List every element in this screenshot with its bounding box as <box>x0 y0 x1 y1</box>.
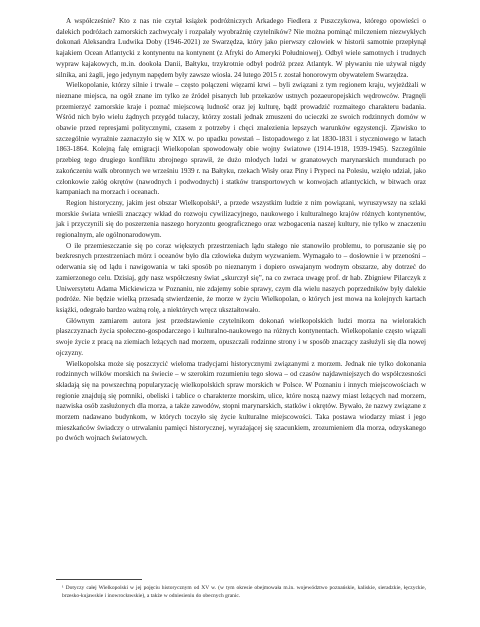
footnotes <box>56 579 426 601</box>
footnote: ¹ Dotyczy całej Wielkopolski w jej pojęciu historycznym od XV w. (w tym okresie obejmowała m.in. województwo poznańskie, kaliskie, sieradzkie, łęczyckie, brzesko-kujawskie i inowrocławskie), a także w odniesieniu do obecnych granic. <box>62 585 426 599</box>
main-text <box>56 16 426 444</box>
paragraph: O ile przemieszczanie się po coraz większych przestrzeniach lądu stałego nie stanowiło problemu, to poruszanie się po bezkresnych przestrzeniach mórz i oceanów było dla człowieka dużym wyzwaniem. Wymagało to – dosłownie i w przenośni – oderwania się od lądu i nawigowania w taki sposób po nieznanym i dopiero oswajanym wodnym obszarze, aby dotrzeć do zamierzonego celu. Dzisiaj, gdy nasz współczesny świat „skurczył się”, na co zwraca uwagę prof. dr hab. Zbigniew Pilarczyk z Uniwersytetu Adama Mickiewicza w Poznaniu, nie zdajemy sobie sprawy, czym dla wielu naszych poprzedników były dalekie podróże. Nie będzie wielką przesadą stwierdzenie, że morze w życiu Wielkopolan, o których jest mowa na kolejnych kartach książki, odegrało bardzo ważną rolę, a niektórych wręcz ukształtowało. <box>56 241 426 314</box>
paragraph: Głównym zamiarem autora jest przedstawienie czytelnikom dokonań wielkopolskich ludzi morza na wielorakich płaszczyznach życia społeczno-gospodarczego i kulturalno-naukowego na różnych kontynentach. Wielkopolanie często wiązali swoje życie z pracą na ziemiach leżących nad morzem, opuszczali rodzinne strony i w sposób znaczący zasłużyli się dla nowej ojczyzny. <box>56 316 426 357</box>
paragraph: Region historyczny, jakim jest obszar Wielkopolski¹, a przede wszystkim ludzie z nim powiązani, wyruszywszy na szlaki morskie świata wnieśli znaczący wkład do rozwoju cywilizacyjnego, naukowego i kulturalnego krajów różnych kontynentów, jak i przyczynili się do poszerzenia naszego horyzontu geograficznego oraz wzbogacenia naszej kultury, nie tylko w znaczeniu regionalnym, ale ogólnonarodowym. <box>56 198 426 240</box>
paragraph: Wielkopolanie, którzy silnie i trwale – często połączeni więzami krwi – byli związani z tym regionem kraju, wyjeżdżali w nieznane miejsca, na ogół znane im tylko ze źródeł pisanych lub przekazów ustnych pozaeuropejskich wędrowców. Pragnęli przemierzyć zamorskie kraje i poznać miejscową ludność oraz jej kulturę, bądź prowadzić rozmaitego charakteru badania. Wśród nich było wielu żądnych przygód tułaczy, którzy zostali jednak zmuszeni do ucieczki ze swoich rodzinnych domów w obawie przed represjami politycznymi, czasem z potrzeby i chęci znalezienia lepszych warunków egzystencji. Zjawisko to szczególnie wyraźnie zaznaczyło się w XIX w. po upadku powstań – listopadowego z lat 1830-1831 i styczniowego w latach 1863-1864. Kolejną falę emigracji Wielkopolan spowodowały obie wojny światowe (1914-1918, 1939-1945). Szczególnie przebieg tego drugiego konfliktu zbrojnego sprawił, że dużo młodych ludzi w granatowych marynarskich mundurach po zakończeniu walk obronnych we wrześniu 1939 r. na Bałtyku, rzekach Wisły oraz Piny i Prypeci na Polesiu, wzięło udział, jako członkowie załóg okrętów (nawodnych i podwodnych) i statków transportowych w konwojach atlantyckich, w bitwach oraz kampaniach na morzach i oceanach. <box>56 81 426 197</box>
paragraph: A współcześnie? Kto z nas nie czytał książek podróżniczych Arkadego Fiedlera z Puszczykowa, którego opowieści o dalekich podróżach zamorskich zachwycały i rozpalały wyobraźnię czytelników? Nie można pominąć milczeniem niezwykłych dokonań Aleksandra Ludwika Doby (1946-2021) ze Swarzędza, który jako pierwszy człowiek w historii samotnie przepłynął kajakiem Ocean Atlantycki z kontynentu na kontynent (z Afryki do Ameryki Południowej). Odbył wiele samotnych i trudnych wypraw kajakowych, m.in. dookoła Danii, Bałtyku, trzykrotnie odbył podróż przez Atlantyk. W pływaniu nie używał nigdy silnika, ani żagli, jego jedynym napędem były zawsze wiosła. 24 lutego 2015 r. został honorowym obywatelem Swarzędza. <box>56 17 426 79</box>
paragraph: Wielkopolska może się poszczycić wieloma tradycjami historycznymi związanymi z morzem. Jednak nie tylko dokonania rodzinnych wilków morskich na świecie – w szerokim rozumieniu tego słowa – od czasów najdawniejszych do współczesności składają się na powszechną popularyzację wielkopolskich spraw morskich w Polsce. W Poznaniu i innych miejscowościach w regionie znajdują się pomniki, obeliski i tablice o charakterze morskim, ulice, które noszą nazwy miast leżących nad morzem, nazwiska osób zasłużonych dla morza, a także zawodów, stopni marynarskich, statków i okrętów. Bywało, że nazwy związane z morzem nadawano budynkom, w których toczyło się życie kulturalne miejscowości. Taka postawa wiodarzy miast i jego mieszkańców świadczy o utrwalaniu pamięci historycznej, wyrażającej się szacunkiem, zrozumieniem dla morza, odzyskanego po dwóch wojnach światowych. <box>56 359 426 443</box>
footnote-divider <box>56 579 142 580</box>
